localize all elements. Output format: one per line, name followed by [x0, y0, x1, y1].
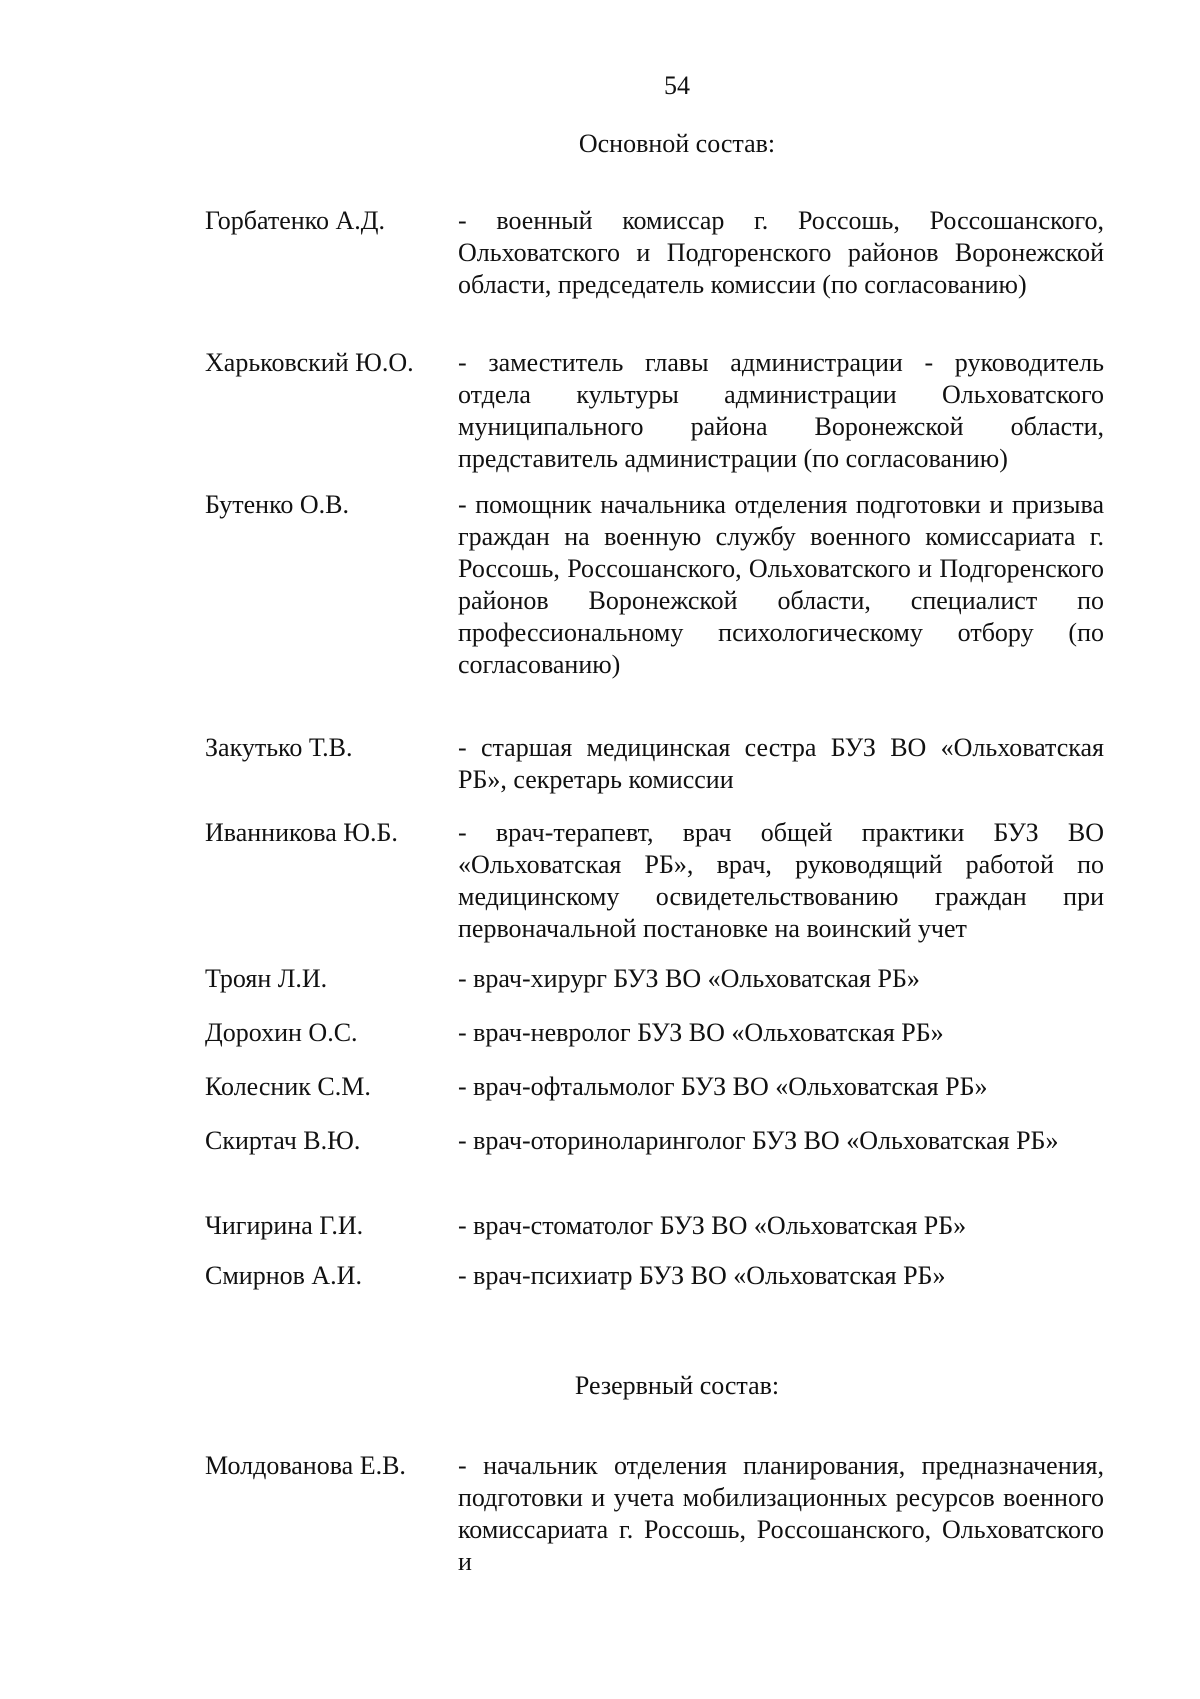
reserve-members-list — [205, 1450, 1105, 1578]
member-entry — [205, 1017, 1105, 1071]
member-entry — [205, 963, 1105, 1017]
member-position: - врач-психиатр БУЗ ВО «Ольховатская РБ» — [458, 1261, 946, 1290]
main-members-list — [205, 205, 1105, 1310]
member-name: Троян Л.И. — [205, 964, 328, 993]
member-name: Молдованова Е.В. — [205, 1451, 406, 1480]
member-name: Колесник С.М. — [205, 1072, 371, 1101]
member-position: - врач-оториноларинголог БУЗ ВО «Ольховатская РБ» — [458, 1126, 1059, 1155]
member-position: - старшая медицинская сестра БУЗ ВО «Ольховатская РБ», секретарь комиссии — [458, 733, 1104, 794]
member-position: - врач-терапевт, врач общей практики БУЗ ВО «Ольховатская РБ», врач, руководящий работой по медицинскому освидетельствованию граждан при первоначальной постановке на воинский учет — [458, 818, 1104, 943]
member-entry — [205, 1071, 1105, 1125]
member-entry — [205, 732, 1105, 817]
member-entry — [205, 347, 1105, 489]
member-name: Бутенко О.В. — [205, 490, 350, 519]
member-position: - помощник начальника отделения подготовки и призыва граждан на военную службу военного комиссариата г. Россошь, Россошанского, Ольховатского и Подгоренского районов Воронежской области, специалист по профессиональному психологическому отбору (по согласованию) — [458, 490, 1104, 679]
member-name: Скиртач В.Ю. — [205, 1126, 361, 1155]
member-position: - врач-офтальмолог БУЗ ВО «Ольховатская РБ» — [458, 1072, 988, 1101]
member-name: Горбатенко А.Д. — [205, 206, 385, 235]
main-composition-title: Основной состав: — [578, 129, 776, 158]
reserve-composition-title: Резервный состав: — [574, 1371, 780, 1400]
member-position: - начальник отделения планирования, предназначения, подготовки и учета мобилизационных ресурсов военного комиссариата г. Россошь, Россошанского, Ольховатского и — [458, 1451, 1104, 1576]
member-entry — [205, 1210, 1105, 1260]
member-name: Харьковский Ю.О. — [205, 348, 414, 377]
member-entry — [205, 205, 1105, 347]
member-name: Закутько Т.В. — [205, 733, 353, 762]
member-entry — [205, 1260, 1105, 1310]
member-name: Смирнов А.И. — [205, 1261, 362, 1290]
member-position: - врач-стоматолог БУЗ ВО «Ольховатская РБ» — [458, 1211, 967, 1240]
member-position: - военный комиссар г. Россошь, Россошанского, Ольховатского и Подгоренского районов Воронежской области, председатель комиссии (по согласованию) — [458, 206, 1104, 299]
member-name: Чигирина Г.И. — [205, 1211, 364, 1240]
member-name: Дорохин О.С. — [205, 1018, 358, 1047]
member-name: Иванникова Ю.Б. — [205, 818, 398, 847]
member-entry — [205, 1125, 1105, 1210]
member-entry — [205, 489, 1105, 732]
member-entry — [205, 817, 1105, 963]
member-entry — [205, 1450, 1105, 1578]
member-position: - врач-невролог БУЗ ВО «Ольховатская РБ» — [458, 1018, 944, 1047]
member-position: - врач-хирург БУЗ ВО «Ольховатская РБ» — [458, 964, 920, 993]
member-position: - заместитель главы администрации - руководитель отдела культуры администрации Ольховатского муниципального района Воронежской области, представитель администрации (по согласованию) — [458, 348, 1104, 473]
page-number: 54 — [664, 71, 690, 100]
